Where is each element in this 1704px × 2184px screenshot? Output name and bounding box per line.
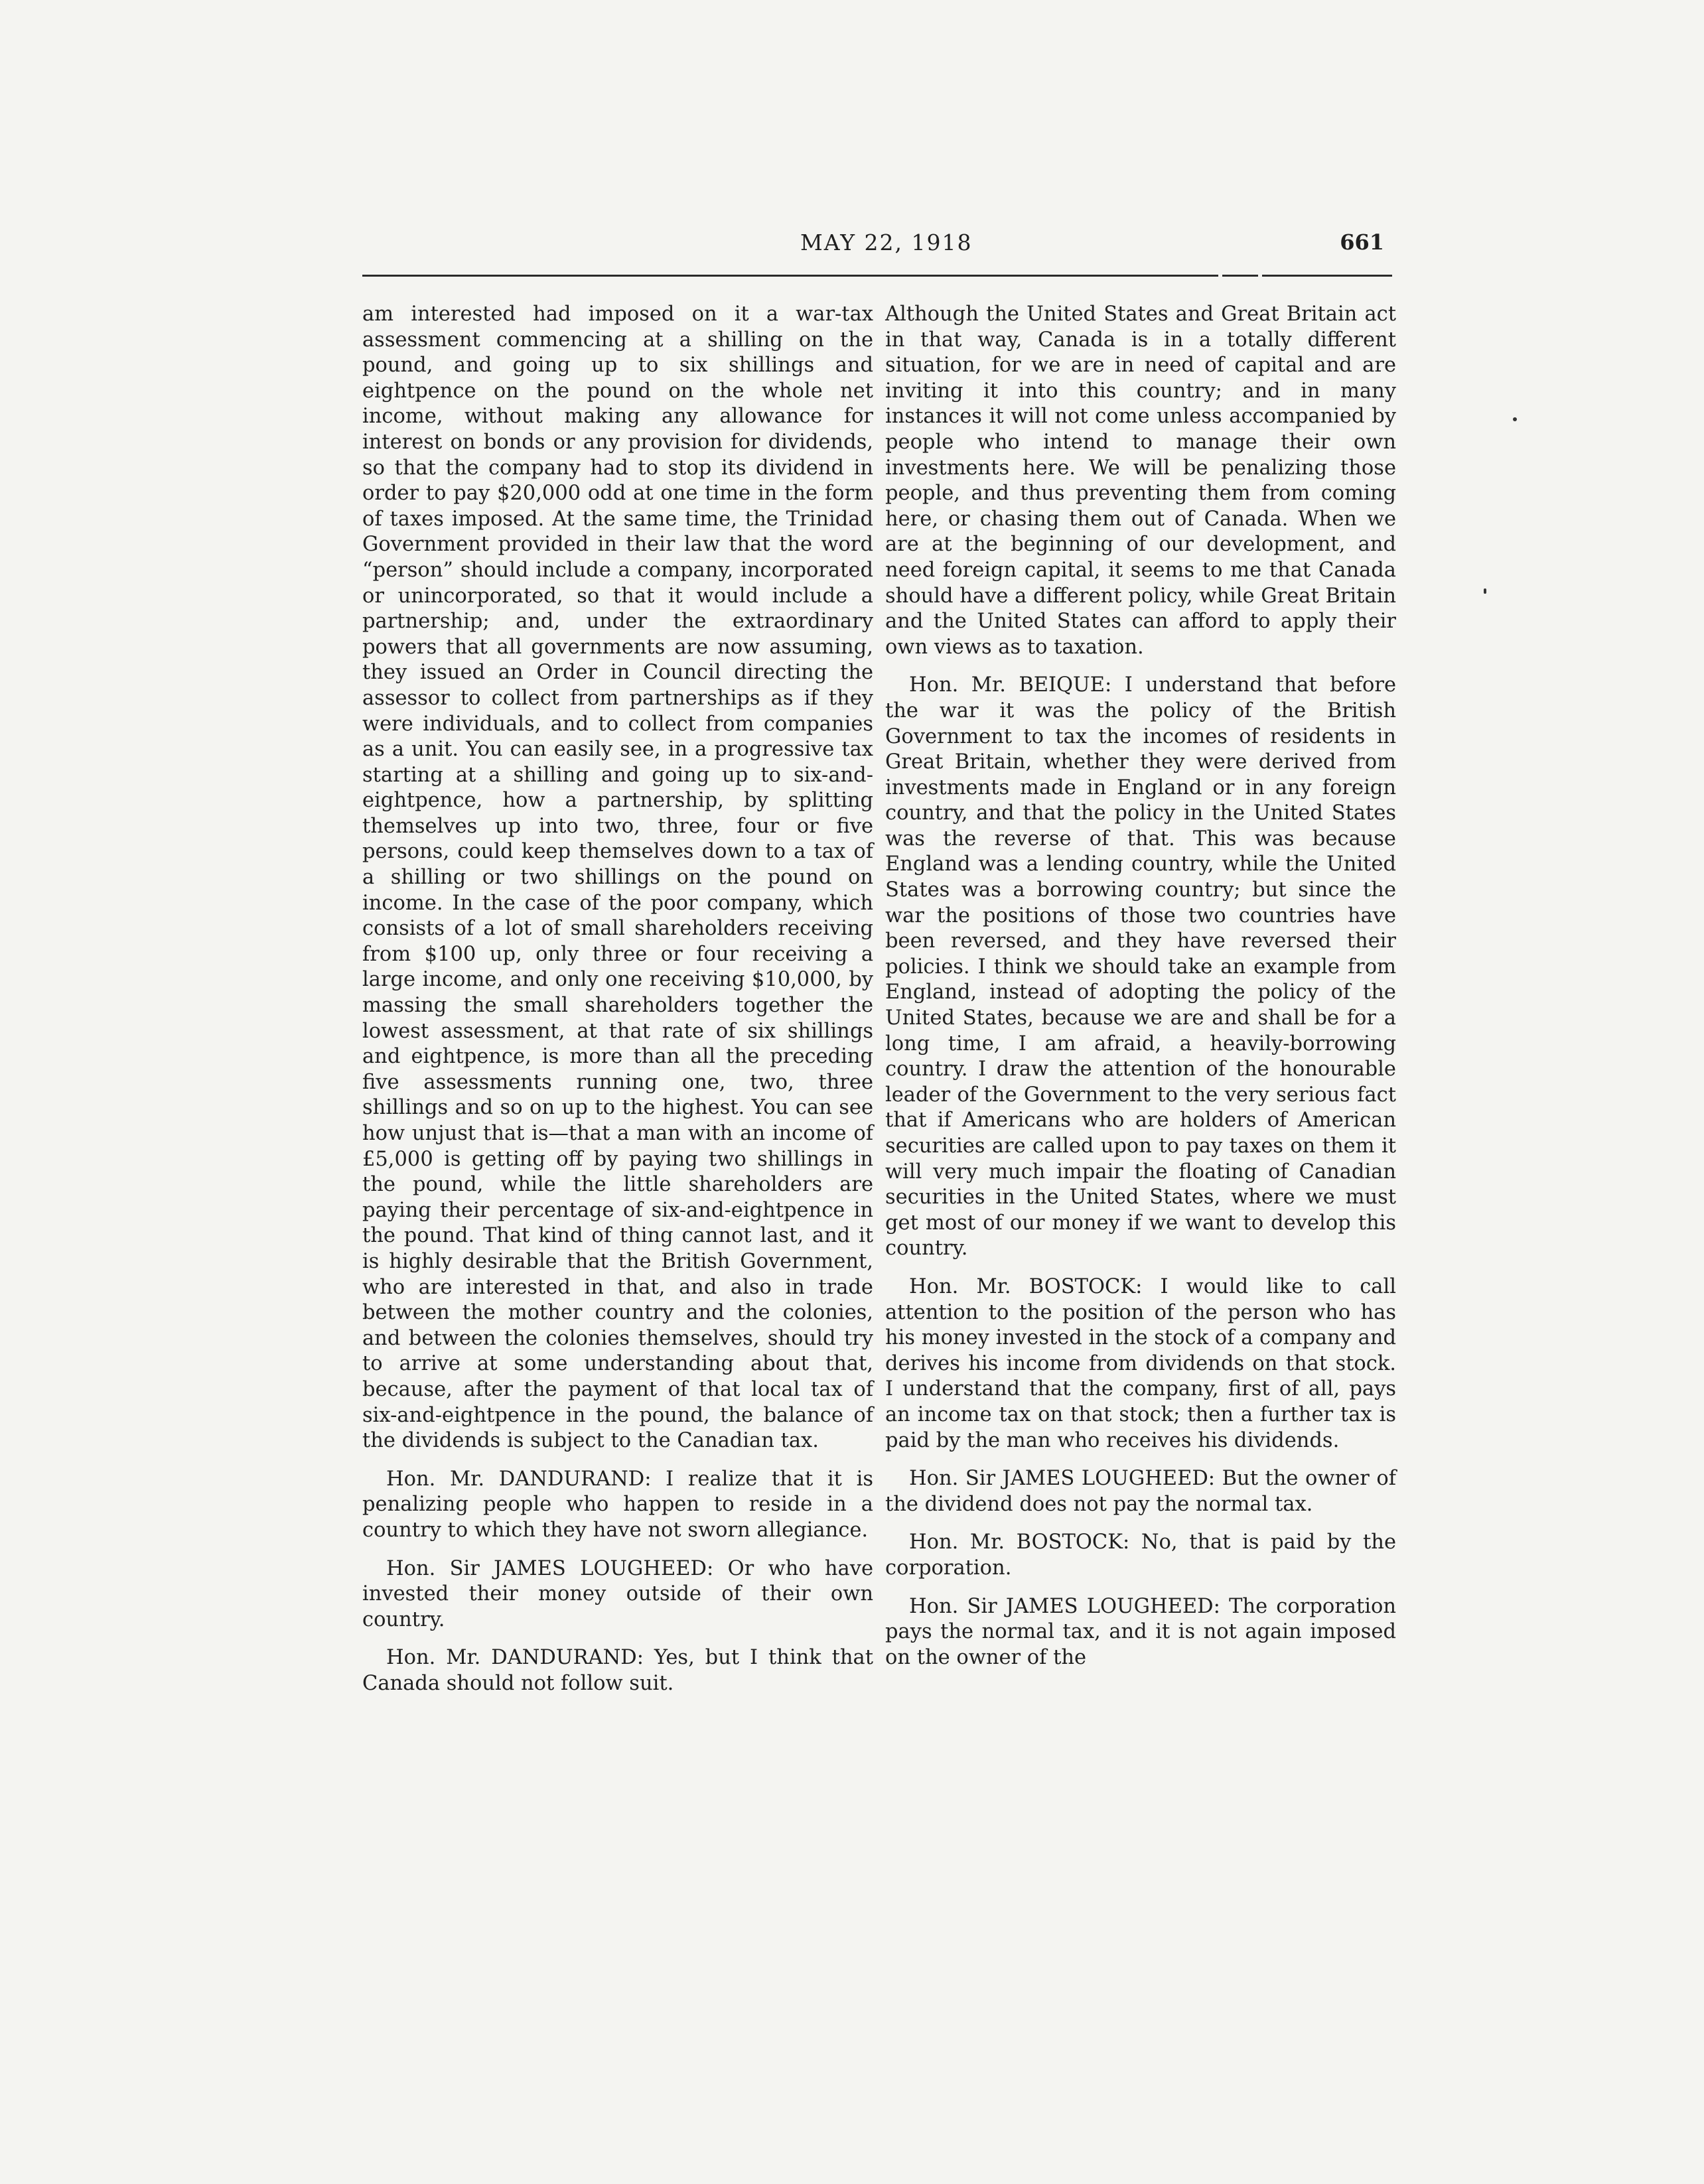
page-number: 661 [1340,230,1384,255]
paragraph-lougheed-2: Hon. Sir JAMES LOUGHEED: But the owner of the dividend does not pay the normal tax. [885,1467,1396,1516]
scan-speck [1484,588,1486,594]
scan-speck [1513,417,1517,421]
paragraph-bostock-2: Hon. Mr. BOSTOCK: No, that is paid by the corporation. [885,1531,1396,1580]
paragraph-dandurand-1: Hon. Mr. DANDURAND: I realize that it is penalizing people who happen to reside in a country to which they have not sworn allegiance. [362,1467,873,1542]
paragraph-lougheed-3: Hon. Sir JAMES LOUGHEED: The corporation pays the normal tax, and it is not again imposed on the owner of the [885,1594,1396,1669]
paragraph-bostock-1: Hon. Mr. BOSTOCK: I would like to call attention to the position of the person who has his money invested in the stock of a company and derives his income from dividends on that stock. I understand that the company, first of all, pays an income tax on that stock; then a further tax is paid by the man who receives his dividends. [885,1274,1396,1452]
header-date: MAY 22, 1918 [800,230,973,255]
left-column [362,302,873,1696]
right-column [885,302,1396,1671]
paragraph-beique: Hon. Mr. BEIQUE: I understand that before the war it was the policy of the British Government to tax the incomes of residents in Great Britain, whether they were derived from investments made in England or in any foreign country, and that the policy in the United States was the reverse of that. This was because England was a lending country, while the United States was a borrowing country; but since the war the positions of those two countries have been reversed, and they have reversed their policies. I think we should take an example from England, instead of adopting the policy of the United States, because we are and shall be for a long time, I am afraid, a heavily-borrowing country. I draw the attention of the honourable leader of the Government to the very serious fact that if Americans who are holders of American securities are called upon to pay taxes on them it will very much impair the floating of Canadian securities in the United States, where we must get most of our money if we want to develop this country. [885,673,1396,1261]
header-rule-left [362,275,1218,277]
header-rule-right [1262,275,1392,277]
paragraph-dandurand-2: Hon. Mr. DANDURAND: Yes, but I think that Canada should not follow suit. [362,1646,873,1695]
paragraph-lougheed-1: Hon. Sir JAMES LOUGHEED: Or who have invested their money outside of their own country. [362,1556,873,1631]
paragraph-continued-speech: am interested had imposed on it a war-tax assessment commencing at a shilling on the pound, and going up to six shillings and eightpence on the pound on the whole net income, without making any allowance for interest on bonds or any provision for dividends, so that the company had to stop its dividend in order to pay $20,000 odd at one time in the form of taxes imposed. At the same time, the Trinidad Government provided in their law that the word “person” should include a company, incorporated or unincorporated, so that it would include a partnership; and, under the extraordinary powers that all governments are now assuming, they issued an Order in Council directing the assessor to collect from partnerships as if they were individuals, and to collect from companies as a unit. You can easily see, in a progressive tax starting at a shilling and going up to six-and-eightpence, how a partnership, by splitting themselves up into two, three, four or five persons, could keep themselves down to a tax of a shilling or two shillings on the pound on income. In the case of the poor company, which consists of a lot of small shareholders receiving from $100 up, only three or four receiving a large income, and only one receiving $10,000, by massing the small shareholders together the lowest assessment, at that rate of six shillings and eightpence, is more than all the preceding five assessments running one, two, three shillings and so on up to the highest. You can see how unjust that is—that a man with an income of £5,000 is getting off by paying two shillings in the pound, while the little shareholders are paying their percentage of six-and-eightpence in the pound. That kind of thing cannot last, and it is highly desirable that the British Government, who are interested in that, and also in trade between the mother country and the colonies, and between the colonies themselves, should try to arrive at some understanding about that, because, after the payment of that local tax of six-and-eightpence in the pound, the balance of the dividends is subject to the Canadian tax. [362,303,873,1453]
paragraph-dandurand-continued: Although the United States and Great Britain act in that way, Canada is in a totally different situation, for we are in need of capital and are inviting it into this country; and in many instances it will not come unless accompanied by people who intend to manage their own investments here. We will be penalizing those people, and thus preventing them from coming here, or chasing them out of Canada. When we are at the beginning of our development, and need foreign capital, it seems to me that Canada should have a different policy, while Great Britain and the United States can afford to apply their own views as to taxation. [885,303,1396,659]
header-rule-middle [1222,275,1258,277]
page-header [362,230,1392,261]
